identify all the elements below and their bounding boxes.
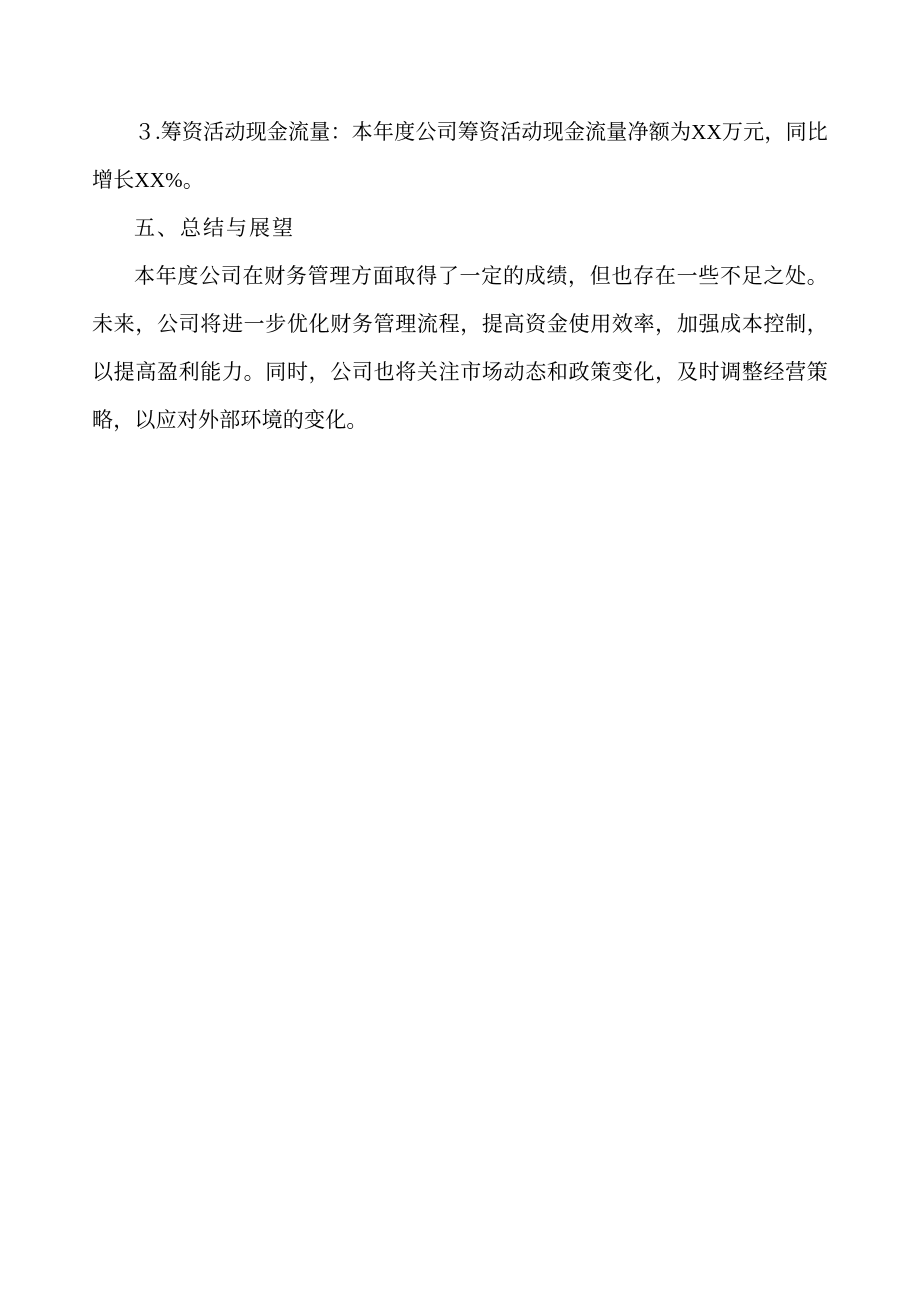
paragraph-financing-cash-flow: ３.筹资活动现金流量：本年度公司筹资活动现金流量净额为XX万元，同比增长XX%。: [92, 120, 828, 192]
heading-summary-and-outlook: 五、总结与展望: [134, 216, 295, 240]
paragraph-summary-body: 本年度公司在财务管理方面取得了一定的成绩，但也存在一些不足之处。未来，公司将进一步优化财务管理流程，提高资金使用效率，加强成本控制，以提高盈利能力。同时，公司也将关注市场动态和政策变化，及时调整经营策略，以应对外部环境的变化。: [92, 264, 828, 432]
document-body: [92, 108, 828, 444]
